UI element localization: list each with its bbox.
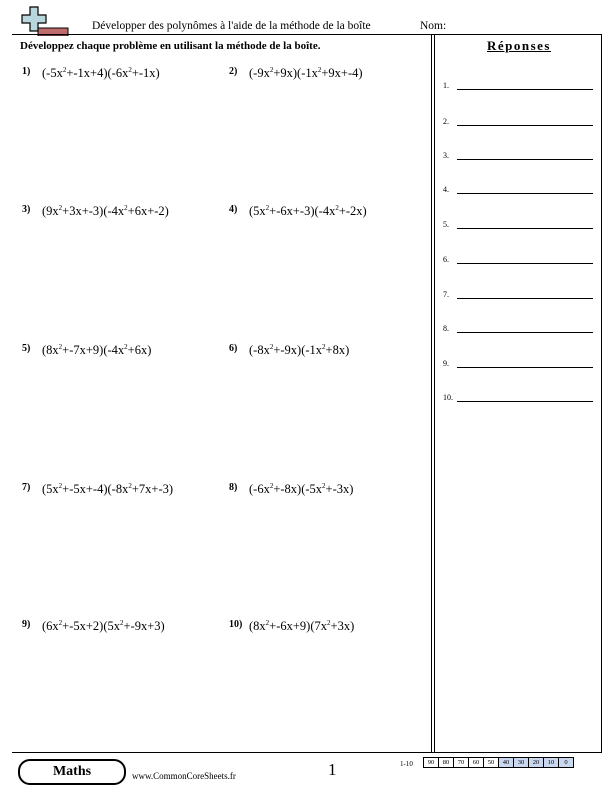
score-cell: 70	[454, 758, 469, 768]
answer-blank[interactable]	[457, 298, 593, 299]
problem-expression: $(5x^2+-6x+-3)(-4x^2+-2x)$	[249, 204, 367, 219]
answer-line-1[interactable]	[443, 77, 593, 91]
answer-line-2[interactable]	[443, 113, 593, 127]
problem-number: 7)	[22, 482, 31, 493]
header-rule	[12, 34, 602, 35]
name-label: Nom:	[420, 20, 447, 32]
answer-line-10[interactable]	[443, 389, 593, 403]
score-cell: 50	[484, 758, 499, 768]
problem-expression: $(-8x^2+-9x)(-1x^2+8x)$	[249, 343, 350, 358]
score-cell: 90	[424, 758, 439, 768]
problem-number: 3)	[22, 204, 31, 215]
footer-rule	[12, 752, 602, 753]
problem-expression: $(-6x^2+-8x)(-5x^2+-3x)$	[249, 482, 354, 497]
answer-number: 10.	[443, 393, 453, 402]
score-cell: 30	[514, 758, 529, 768]
answer-number: 5.	[443, 220, 449, 229]
answer-line-5[interactable]	[443, 216, 593, 230]
answer-blank[interactable]	[457, 332, 593, 333]
answer-line-7[interactable]	[443, 286, 593, 300]
score-cell: 20	[529, 758, 544, 768]
column-divider	[431, 34, 435, 752]
answer-blank[interactable]	[457, 159, 593, 160]
answer-blank[interactable]	[457, 89, 593, 90]
answer-blank[interactable]	[457, 401, 593, 402]
problem-number: 4)	[229, 204, 238, 215]
answer-number: 4.	[443, 185, 449, 194]
answer-blank[interactable]	[457, 228, 593, 229]
right-border	[601, 34, 602, 752]
answer-line-3[interactable]	[443, 147, 593, 161]
problem-expression: $(8x^2+-7x+9)(-4x^2+6x)$	[42, 343, 152, 358]
answer-blank[interactable]	[457, 263, 593, 264]
answer-number: 7.	[443, 290, 449, 299]
answer-line-6[interactable]	[443, 251, 593, 265]
problem-expression: $(-9x^2+9x)(-1x^2+9x+-4)$	[249, 66, 363, 81]
score-cell: 10	[544, 758, 559, 768]
plus-logo-icon	[18, 6, 70, 36]
problem-expression: $(6x^2+-5x+2)(5x^2+-9x+3)$	[42, 619, 165, 634]
problem-expression: $(9x^2+3x+-3)(-4x^2+6x+-2)$	[42, 204, 169, 219]
answer-blank[interactable]	[457, 367, 593, 368]
answer-line-9[interactable]	[443, 355, 593, 369]
website-label: www.CommonCoreSheets.fr	[132, 771, 236, 781]
score-cell: 80	[439, 758, 454, 768]
problem-number: 9)	[22, 619, 31, 630]
problem-expression: $(5x^2+-5x+-4)(-8x^2+7x+-3)$	[42, 482, 174, 497]
problem-number: 1)	[22, 66, 31, 77]
answers-title: Réponses	[486, 38, 551, 53]
answer-blank[interactable]	[457, 125, 593, 126]
worksheet-title: Développer des polynômes à l'aide de la méthode de la boîte	[92, 20, 371, 32]
answer-number: 8.	[443, 324, 449, 333]
score-cell: 0	[559, 758, 574, 768]
problem-number: 5)	[22, 343, 31, 354]
page-number: 1	[328, 760, 337, 779]
answer-number: 9.	[443, 359, 449, 368]
problem-number: 6)	[229, 343, 238, 354]
answer-blank[interactable]	[457, 193, 593, 194]
answer-number: 2.	[443, 117, 449, 126]
problem-expression: $(-5x^2+-1x+4)(-6x^2+-1x)$	[42, 66, 160, 81]
problem-number: 10)	[229, 619, 243, 630]
problem-expression: $(8x^2+-6x+9)(7x^2+3x)$	[249, 619, 355, 634]
problem-number: 8)	[229, 482, 238, 493]
answer-number: 6.	[443, 255, 449, 264]
score-cell: 60	[469, 758, 484, 768]
answer-number: 1.	[443, 81, 449, 90]
problem-number: 2)	[229, 66, 238, 77]
subject-badge: Maths	[18, 759, 126, 785]
score-range-label: 1-10	[400, 760, 413, 768]
answer-line-4[interactable]	[443, 181, 593, 195]
score-table	[423, 757, 574, 768]
instructions: Développez chaque problème en utilisant la méthode de la boîte.	[20, 40, 321, 52]
score-cell: 40	[499, 758, 514, 768]
answer-number: 3.	[443, 151, 449, 160]
answer-line-8[interactable]	[443, 320, 593, 334]
